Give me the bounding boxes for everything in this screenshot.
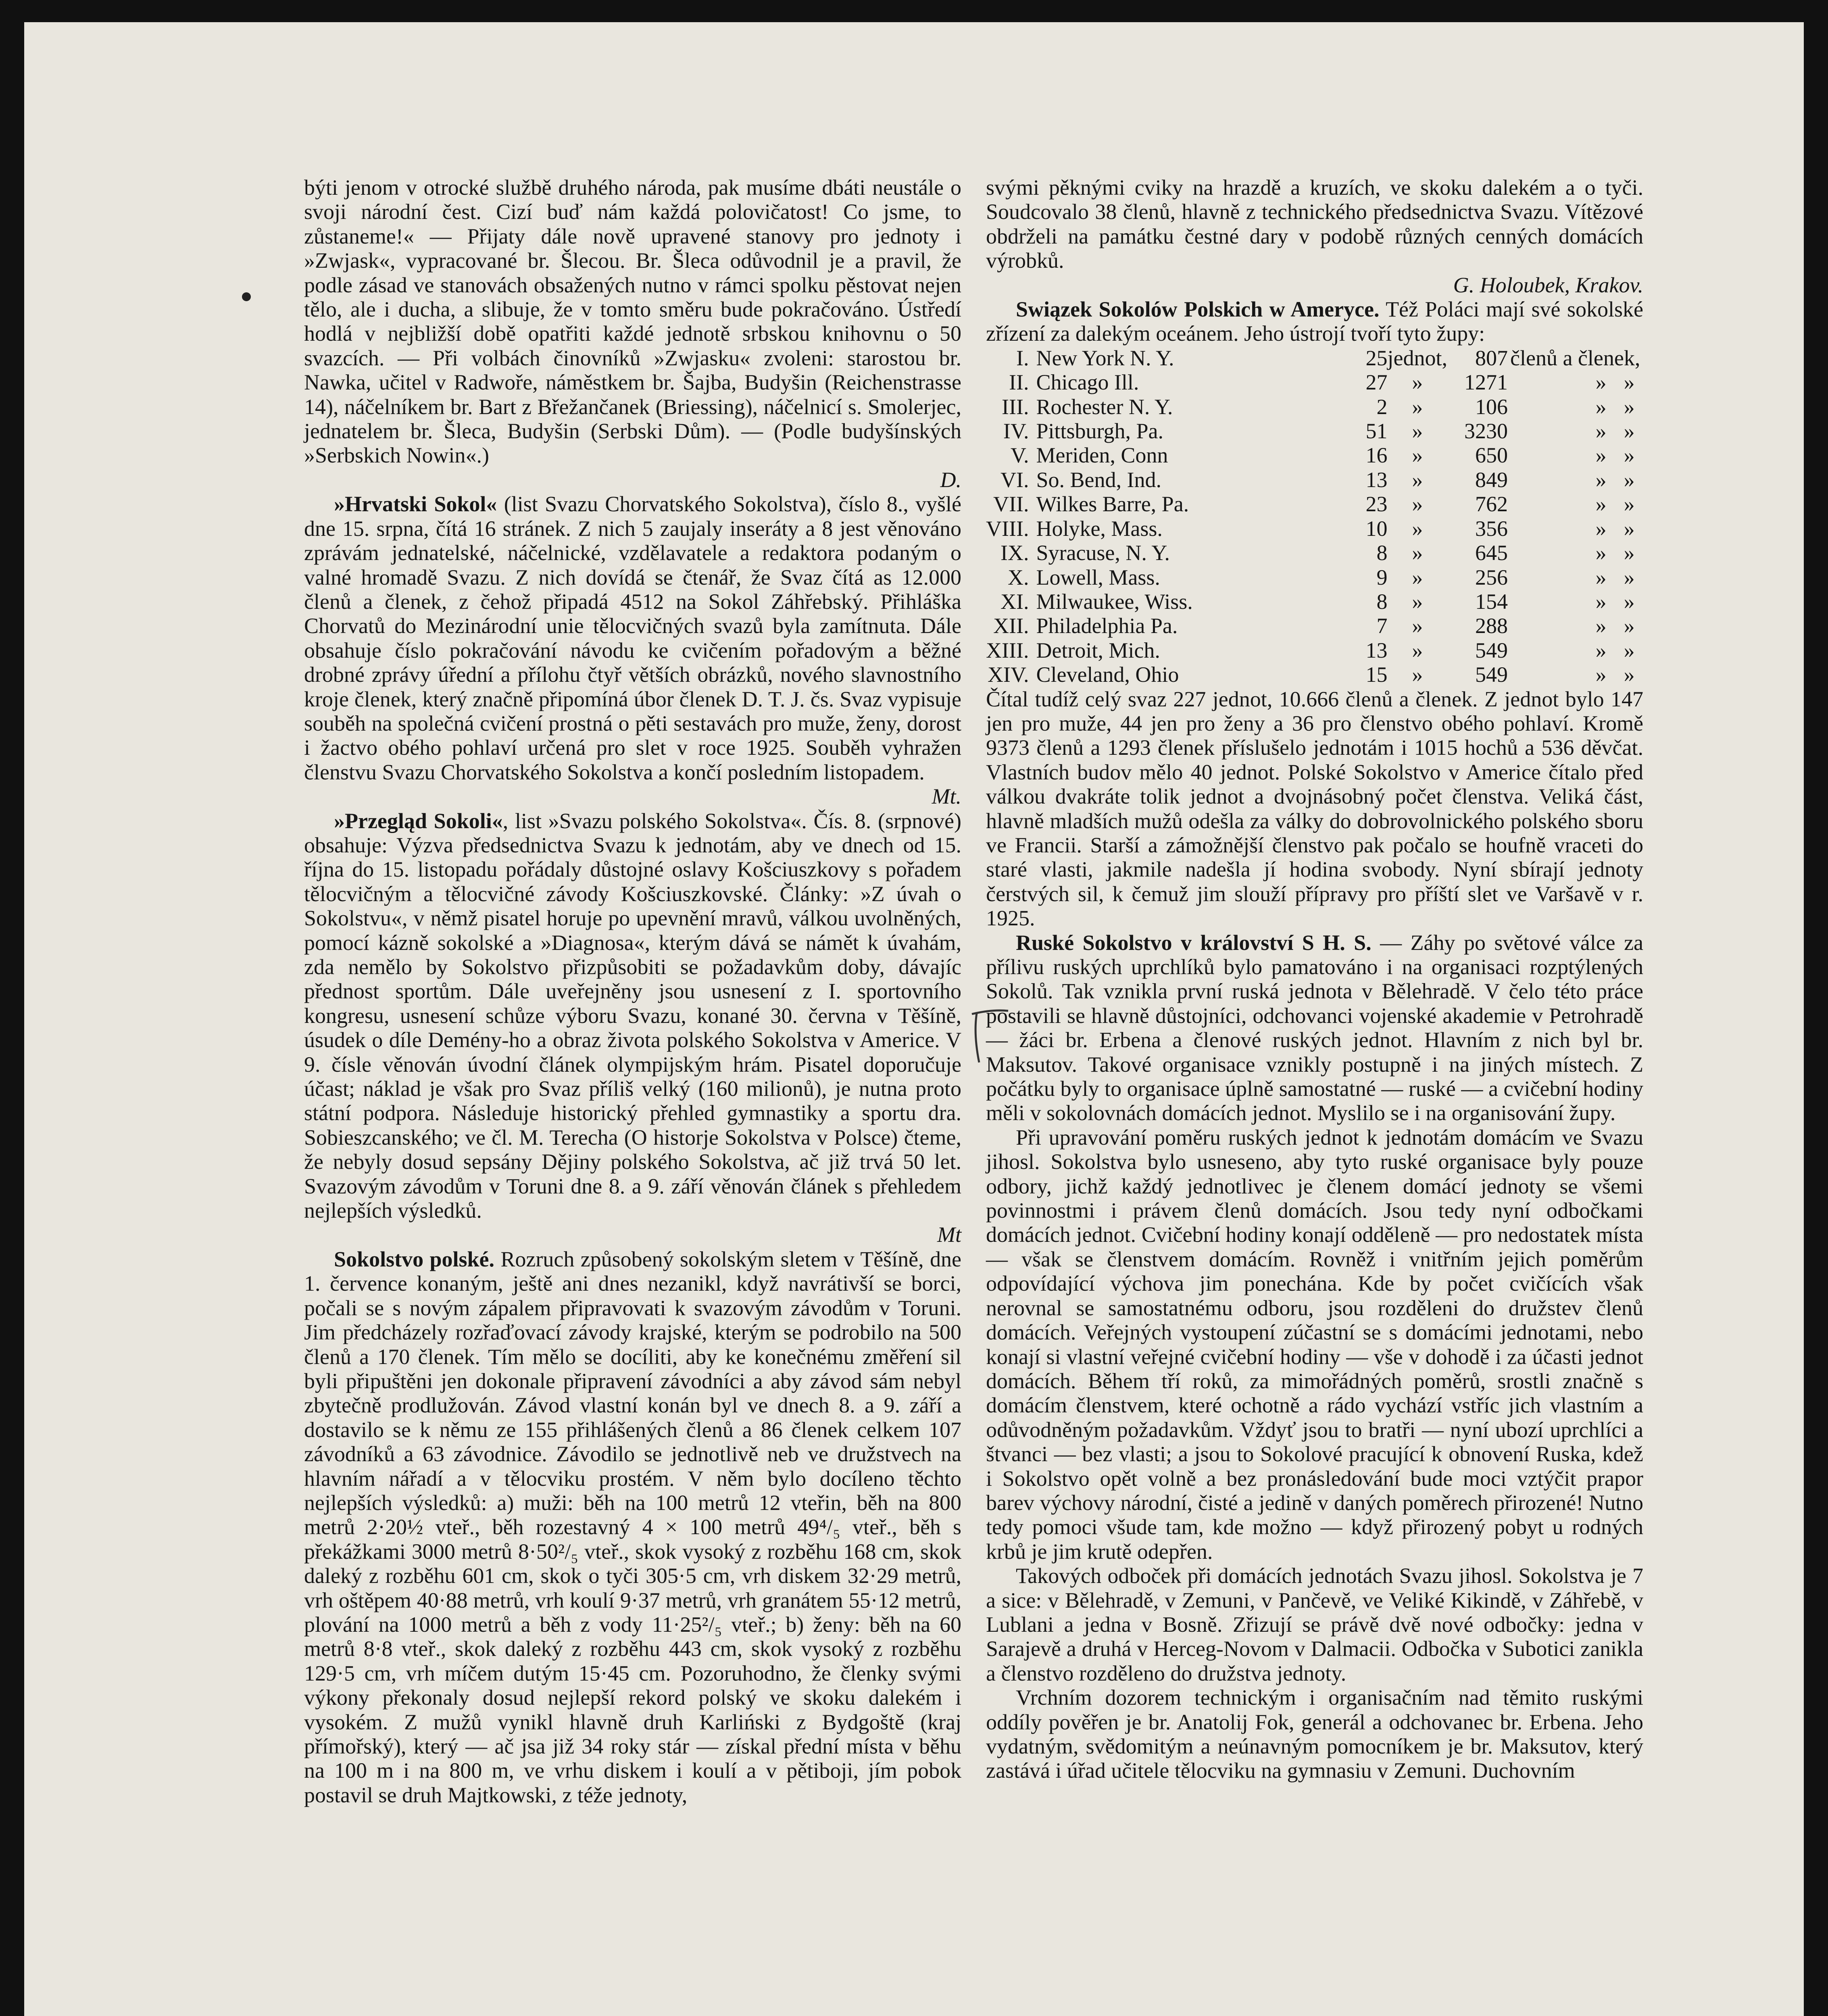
zupa-row: [986, 516, 1643, 541]
paragraph-odbocky: Takových odboček při domácích jednotách Svazu jihosl. Sokolstva je 7 a sice: v Bělehradě, v Zemuni, v Pančevě, ve Veliké Kikindě, v Záhřebě, v Lublani a jedna v Bosně. Zřizují se právě dvě nové odbočky: jedna v Sarajevě a druhá v Herceg-Novom v Dalmacii. Odbočka v Subotici zanikla a členstvo rozděleno do družstva jednoty.: [986, 1564, 1643, 1685]
zupa-ditto-2: »: [1624, 419, 1635, 444]
zupa-ditto-1: »: [1595, 467, 1607, 492]
zupa-jednot-unit: »: [1412, 394, 1423, 419]
zupa-clenu: 1271: [1464, 370, 1508, 395]
zupa-ditto-1: »: [1595, 492, 1607, 516]
zupa-ditto-1: »: [1595, 589, 1607, 614]
left-column: [304, 175, 961, 1807]
ink-dot: [242, 292, 251, 301]
zupa-jednot-unit: »: [1412, 443, 1423, 468]
zupa-row: [986, 395, 1643, 419]
text-ruske-sokolstvo: — Záhy po světové válce za přílivu ruských uprchlíků bylo pamatováno i na organisaci rozptýlených Sokolů. Tak vznikla první ruská jednota v Bělehradě. V čelo této práce postavili se hlavně důstojníci, odchovanci vojenské akademie v Petrohradě — žáci br. Erbena a členové ruských jednot. Hlavním z nich byl br. Maksutov. Takové organisace vznikly postupně i na jiných místech. Z počátku byly to organisace úplně samostatné — ruské — a cvičební hodiny měli v sokolovnách domácích jednot. Myslilo se i na organisování župy.: [986, 930, 1643, 1125]
text-hrvatski-sokol: (list Svazu Chorvatského Sokolstva), číslo 8., vyšlé dne 15. srpna, čítá 16 stránek. Z nich 5 zaujaly inseráty a 8 jest věnováno zprávám jednatelské, náčelnické, vzdělavatele a redaktora podaným o valné hromadě Svazu. Z nich dovídá se čtenář, že Svaz čítá as 12.000 členů a členek, z čehož připadá 4512 na Sokol Záhřebský. Přihláška Chorvatů do Mezinárodní unie tělocvičných svazů byla zamítnuta. Dále obsahuje číslo pokračování návodu ke cvičením pořadovým a běžné drobné zprávy úřední a přílohu čtyř větších obrázků, nového slavnostního kroje členek, který značně připomíná úbor členek D. T. J. čs. Svaz vypisuje souběh na společná cvičení prostná o pěti sestavách pro muže, ženy, dorost i žactvo obého pohlaví určená pro slet v roce 1925. Souběh vyhražen členstvu Svazu Chorvatského Sokolstva a končí posledním listopadem.: [304, 492, 961, 784]
page-sheet: [24, 22, 1804, 2016]
zupa-clenu: 256: [1475, 565, 1508, 589]
zupa-roman: XIII.: [986, 638, 1029, 662]
zupa-roman: VIII.: [986, 516, 1029, 541]
zupa-name: Holyke, Mass.: [1036, 516, 1163, 541]
zupy-table-body: [986, 346, 1643, 687]
zupa-jednot-unit: »: [1412, 516, 1423, 541]
paragraph-polish-summary: Čítal tudíž celý svaz 227 jednot, 10.666 členů a členek. Z jednot bylo 147 jen pro muže, 44 jen pro ženy a 36 pro členstvo obého pohlaví. Kromě 9373 členů a 1293 členek příslušelo jednotám i 1015 hochů a 536 děvčat. Vlastních budov mělo 40 jednot. Polské Sokolstvo v Americe čítalo před válkou dvakráte tolik jednot a dvojnásobný počet členstva. Veliká část, hlavně mladších mužů odešla za války do dobrovolnického polského sboru ve Francii. Starší a zámožnější členstvo pak počalo se houfně vraceti do staré vlasti, jakmile nadešla jí hodina svobody. Nyní sbírají jednoty čerstvých sil, k čemuž jim slouží přípravy pro příští slet ve Varšavě v r. 1925.: [986, 687, 1643, 931]
zupa-roman: IX.: [1000, 541, 1029, 565]
zupa-ditto-2: »: [1624, 443, 1635, 468]
zupa-jednot: 25: [1365, 346, 1388, 370]
zupa-name: Syracuse, N. Y.: [1036, 541, 1170, 565]
zupa-name: Lowell, Mass.: [1036, 565, 1160, 589]
zupa-clenu: 3230: [1464, 419, 1508, 444]
zupa-jednot-unit: »: [1412, 492, 1423, 516]
zupa-jednot: 15: [1365, 662, 1388, 687]
zupa-roman: XIV.: [987, 662, 1029, 687]
zupa-ditto-2: »: [1624, 589, 1635, 614]
zupa-jednot-unit: »: [1412, 614, 1423, 638]
paragraph-swiazek: [986, 297, 1643, 346]
zupa-clenu: 154: [1475, 589, 1508, 614]
zupa-ditto-1: »: [1595, 638, 1607, 662]
zupa-clenu: 549: [1475, 662, 1508, 687]
zupa-roman: V.: [1010, 443, 1029, 468]
zupa-ditto-1: »: [1595, 443, 1607, 468]
zupa-roman: XII.: [993, 614, 1029, 638]
zupa-jednot: 13: [1365, 638, 1388, 662]
signature-d: D.: [940, 467, 961, 492]
zupa-unit: [1508, 395, 1587, 419]
zupa-jednot-unit: »: [1412, 565, 1423, 589]
zupa-jednot: 16: [1365, 443, 1388, 468]
zupa-ditto-1: »: [1595, 541, 1607, 565]
zupa-jednot: 8: [1376, 541, 1388, 565]
zupa-clenu: 849: [1475, 467, 1508, 492]
zupa-clenu: 356: [1475, 516, 1508, 541]
zupa-clenu: 645: [1475, 541, 1508, 565]
zupa-jednot: 9: [1376, 565, 1388, 589]
zupa-row: [986, 541, 1643, 565]
zupa-row: [986, 492, 1643, 516]
paragraph-serbian-sokol: býti jenom v otrocké službě druhého národa, pak musíme dbáti neustále o svoji národní čest. Cizí buď nám každá polovičatost! Co jsme, to zůstaneme!« — Přijaty dále nově upravené stanovy pro jednoty i »Zwjask«, vypracované br. Šlecou. Br. Šleca odůvodnil je a pravil, že podle zásad ve stanovách obsažených nutno v rámci spolku pěstovat nejen tělo, ale i ducha, a slibuje, že v tomto směru bude pokračováno. Ústředí hodlá v nejbližší době opatřiti každé jednotě srbskou knihovnu o 50 svazcích. — Při volbách činovníků »Zwjasku« zvoleni: starostou br. Nawka, učitel v Radwoře, náměstkem br. Šajba, Budyšin (Reichenstrasse 14), náčelníkem br. Bart z Břežančanek (Briessing), náčelnicí s. Smolerjec, jednatelem br. Šleca, Budyšin (Serbski Dům). — (Podle budyšínských »Serbskich Nowin«.): [304, 175, 961, 468]
zupa-jednot-unit: »: [1412, 638, 1423, 662]
zupa-jednot-unit: »: [1412, 541, 1423, 565]
zupa-jednot: 10: [1365, 516, 1388, 541]
zupa-row: [986, 565, 1643, 589]
zupa-jednot-unit: »: [1412, 370, 1423, 395]
zupa-ditto-1: »: [1595, 614, 1607, 638]
zupa-unit: [1508, 492, 1587, 516]
zupa-clenu: 650: [1475, 443, 1508, 468]
zupa-name: New York N. Y.: [1036, 346, 1174, 370]
zupa-name: Chicago Ill.: [1036, 370, 1139, 395]
heading-przeglad-sokoli: »Przegląd Sokoli«: [334, 808, 503, 833]
paragraph-ruske-sokolstvo: [986, 931, 1643, 1125]
zupa-clenu: 762: [1475, 492, 1508, 516]
zupa-jednot: 27: [1365, 370, 1388, 395]
paragraph-sokolstvo-polske: [304, 1247, 961, 1807]
zupa-jednot-unit: »: [1412, 419, 1423, 444]
signature-holoubek: G. Holoubek, Krakov.: [1453, 273, 1643, 297]
zupa-unit: [1508, 638, 1587, 662]
zupa-row: [986, 419, 1643, 443]
paragraph-polish-results-cont: svými pěknými cviky na hrazdě a kruzích, ve skoku dalekém a o tyči. Soudcovalo 38 členů, hlavně z technického předsednictva Svazu. Vítězové obdrželi na památku čestné dary v podobě různých cenných domácích výrobků.: [986, 175, 1643, 273]
zupa-jednot: 23: [1365, 492, 1388, 516]
zupa-ditto-2: »: [1624, 638, 1635, 662]
zupa-roman: X.: [1007, 565, 1029, 589]
zupa-jednot-unit: »: [1412, 467, 1423, 492]
zupa-roman: II.: [1009, 370, 1029, 395]
signature-mt-1: Mt.: [932, 784, 961, 809]
zupa-jednot: 51: [1365, 419, 1388, 444]
zupa-row: [986, 443, 1643, 467]
right-column: [986, 175, 1643, 1783]
zupa-ditto-2: »: [1624, 541, 1635, 565]
zupa-ditto-2: »: [1624, 467, 1635, 492]
zupa-jednot: 7: [1376, 614, 1388, 638]
zupa-ditto-2: »: [1624, 516, 1635, 541]
zupa-ditto-2: »: [1624, 662, 1635, 687]
zupa-name: Cleveland, Ohio: [1036, 662, 1179, 687]
paragraph-dozor: Vrchním dozorem technickým i organisačním nad těmito ruskými oddíly pověřen je br. Anatolij Fok, generál a odchovanec br. Erbena. Jeho vydatným, svědomitým a neúnavným pomocníkem je br. Maksutov, který zastává i úřad učitele tělocviku na gymnasiu v Zemuni. Duchovním: [986, 1685, 1643, 1783]
heading-swiazek: Swiązek Sokolów Polskich w Ameryce.: [1016, 297, 1380, 322]
zupa-name: Meriden, Conn: [1036, 443, 1168, 468]
paragraph-ruske-pomer: Při upravování poměru ruských jednot k jednotám domácím ve Svazu jihosl. Sokolstva bylo usneseno, aby tyto ruské organisace byly pouze odbory, jichž každý jednotlivec je členem domácí jednoty se všemi povinnostmi i právem členů domácích. Jsou tedy nyní odbočkami domácích jednot. Cvičební hodiny konají odděleně — pro nedostatek místa — však se členstvem domácím. Rovněž i vnitřním jejich poměrům odpovídající výchova jim ponechána. Kde by počet cvičících však nerovnal se samostatnému odboru, jsou rozděleni do družstev členů domácích. Veřejných vystoupení zúčastní se s domácími jednotami, nebo konají si vlastní veřejné cvičební hodiny — vše v dohodě i za účasti jednot domácích. Během tří roků, za mimořádných poměrů, srostli značně s domácím členstvem, které ochotně a rádo vychází vstříc jich vlastním a odůvodněným požadavkům. Vždyť jsou to bratři — nyní ubozí uprchlíci a štvanci — bez vlasti; a jsou to Sokolové pracující k obnovení Ruska, kdež i Sokolstvo opět volně a bez pronásledování bude moci vztýčit prapor barev výchovy národní, čisté a jedině v daných poměrech přirozené! Nutno tedy pomoci všude tam, kde možno — když přirozený pobyt u rodných krbů je jim krutě odepřen.: [986, 1125, 1643, 1564]
signature-mt-2: Mt: [937, 1223, 961, 1247]
paragraph-hrvatski-sokol: [304, 492, 961, 784]
zupa-ditto-2: »: [1624, 370, 1635, 395]
zupa-unit: [1508, 443, 1587, 467]
zupa-row: [986, 346, 1643, 370]
zupa-clenu: 807: [1475, 346, 1508, 370]
zupa-unit: [1508, 589, 1587, 614]
zupa-ditto-1: »: [1595, 516, 1607, 541]
zupa-unit: [1508, 468, 1587, 492]
zupa-unit: [1508, 614, 1587, 638]
text-sokolstvo-polske: Rozruch způsobený sokolským sletem v Těšíně, dne 1. července konaným, ještě ani dnes nezanikl, když navrátivší se borci, počali se s novým zápalem připravovati k svazovým závodům v Toruni. Jim předcházely rozřaďovací závody krajské, kterým se podrobilo na 500 členů a 170 členek. Tím mělo se docíliti, aby ke konečnému změření sil byli připuštěni jen dokonale připravení závodníci a aby závod sám nebyl zbytečně prodlužován. Závod vlastní konán byl ve dnech 8. a 9. září a dostavilo se k němu ze 155 přihlášených členů a 86 členek celkem 107 závodníků a 63 závodnice. Závodilo se jednotlivě neb ve družstvech na hlavním nářadí a v tělocviku prostém. V něm bylo docíleno těchto nejlepších výsledků: a) muži: běh na 100 metrů 12 vteřin, běh na 800 metrů 2·20½ vteř., běh rozestavný 4 × 100 metrů 49⁴/₅ vteř., běh s překážkami 3000 metrů 8·50²/₅ vteř., skok vysoký z rozběhu 168 cm, skok daleký z rozběhu 601 cm, skok o tyči 305·5 cm, vrh diskem 32·29 metrů, vrh oštěpem 40·88 metrů, vrh koulí 9·37 metrů, vrh granátem 55·12 metrů, plování na 1000 metrů a běh z vody 11·25²/₅ vteř.; b) ženy: běh na 60 metrů 8·8 vteř., skok daleký z rozběhu 443 cm, skok vysoký z rozběhu 129·5 cm, vrh míčem dutým 15·45 cm. Pozoruhodno, že členky svými výkony překonaly dosud nejlepší rekord polský ve skoku dalekém i vysokém. Z mužů vynikl hlavně druh Karliński z Bydgoště (kraj přímořský), který — ač jsa již 34 roky stár — získal přední místa v běhu na 100 m i na 800 m, ve vrhu diskem i koulí a v pětiboji, jím pobok postavil se druh Majtkowski, z téže jednoty,: [304, 1247, 961, 1807]
zupa-unit: [1508, 565, 1587, 589]
zupa-jednot: 2: [1376, 394, 1388, 419]
heading-ruske-sokolstvo: Ruské Sokolstvo v království S H. S.: [1016, 930, 1372, 955]
zupa-jednot-unit: jednot,: [1387, 346, 1447, 370]
zupa-ditto-1: »: [1595, 394, 1607, 419]
zupa-ditto-1: »: [1595, 565, 1607, 589]
zupa-ditto-1: »: [1595, 419, 1607, 444]
zupa-ditto-2: »: [1624, 614, 1635, 638]
zupa-unit: [1508, 516, 1587, 541]
zupa-row: [986, 370, 1643, 394]
zupa-clenu: 288: [1475, 614, 1508, 638]
zupa-clenu: 106: [1475, 394, 1508, 419]
zupa-row: [986, 638, 1643, 662]
zupa-roman: III.: [1002, 394, 1029, 419]
zupa-roman: I.: [1016, 346, 1029, 370]
zupa-ditto-2: »: [1624, 565, 1635, 589]
zupa-name: Philadelphia Pa.: [1036, 614, 1178, 638]
zupa-ditto-1: »: [1595, 370, 1607, 395]
zupa-jednot: 8: [1376, 589, 1388, 614]
zupa-roman: IV.: [1003, 419, 1029, 444]
zupa-roman: VII.: [993, 492, 1029, 516]
zupa-name: Rochester N. Y.: [1036, 394, 1173, 419]
zupa-unit: členů a členek,: [1510, 346, 1640, 370]
zupa-roman: VI.: [1000, 467, 1029, 492]
zupa-name: Wilkes Barre, Pa.: [1036, 492, 1189, 516]
text-swiazek: Též Poláci mají své sokolské zřízení za dalekým oceánem. Jeho ústrojí tvoří tyto župy:: [986, 297, 1643, 346]
zupa-clenu: 549: [1475, 638, 1508, 662]
zupa-unit: [1508, 541, 1587, 565]
zupa-name: Detroit, Mich.: [1036, 638, 1160, 662]
paragraph-przeglad-sokoli: [304, 809, 961, 1223]
zupa-row: [986, 589, 1643, 614]
zupa-ditto-1: »: [1595, 662, 1607, 687]
zupa-name: Pittsburgh, Pa.: [1036, 419, 1164, 444]
zupa-jednot-unit: »: [1412, 589, 1423, 614]
zupa-jednot-unit: »: [1412, 662, 1423, 687]
zupa-unit: [1508, 419, 1587, 443]
zupa-unit: [1508, 662, 1587, 687]
zupa-ditto-2: »: [1624, 492, 1635, 516]
zupa-unit: [1508, 370, 1587, 394]
zupa-row: [986, 468, 1643, 492]
heading-hrvatski-sokol: »Hrvatski Sokol«: [334, 492, 497, 516]
zupa-ditto-2: »: [1624, 394, 1635, 419]
zupa-row: [986, 662, 1643, 687]
zupa-row: [986, 614, 1643, 638]
zupa-jednot: 13: [1365, 467, 1388, 492]
zupa-name: Milwaukee, Wiss.: [1036, 589, 1193, 614]
zupa-name: So. Bend, Ind.: [1036, 467, 1161, 492]
heading-sokolstvo-polske: Sokolstvo polské.: [334, 1247, 494, 1271]
zupa-roman: XI.: [1000, 589, 1029, 614]
zupy-table: [986, 346, 1643, 687]
text-przeglad-sokoli: , list »Svazu polského Sokolstva«. Čís. 8. (srpnové) obsahuje: Výzva předsednictva Svazu k jednotám, aby ve dnech od 15. října do 15. listopadu pořádaly důstojné oslavy Košciuszkovy s pořadem tělocvičným a tělocvičné závody Košciuszkovské. Články: »Z úvah o Sokolstvu«, v němž pisatel horuje po upevnění mravů, válkou uvolněných, pomocí kázně sokolské a »Diagnosa«, kterým dává se námět k úvahám, zda nemělo by Sokolstvo přizpůsobiti se požadavkům doby, dávajíc přednost sportům. Dále uveřejněny jsou usnesení z I. sportovního kongresu, usnesení schůze výboru Svazu, konané 30. června v Těšíně, úsudek o díle Demény-ho a obraz života polského Sokolstva v Americe. V 9. čísle věnován úvodní článek olympijským hrám. Pisatel doporučuje účast; náklad je však pro Svaz příliš velký (160 milionů), je nutna proto státní podpora. Následuje historický přehled gymnastiky a sportu dra. Sobieszcanského; ve čl. M. Terecha (O historje Sokolstva v Polsce) čteme, že nebyly dosud sepsány Dějiny polského Sokolstva, ač již trvá 50 let. Svazovým závodům v Toruni dne 8. a 9. září věnován článek s přehledem nejlepších výsledků.: [304, 808, 961, 1223]
